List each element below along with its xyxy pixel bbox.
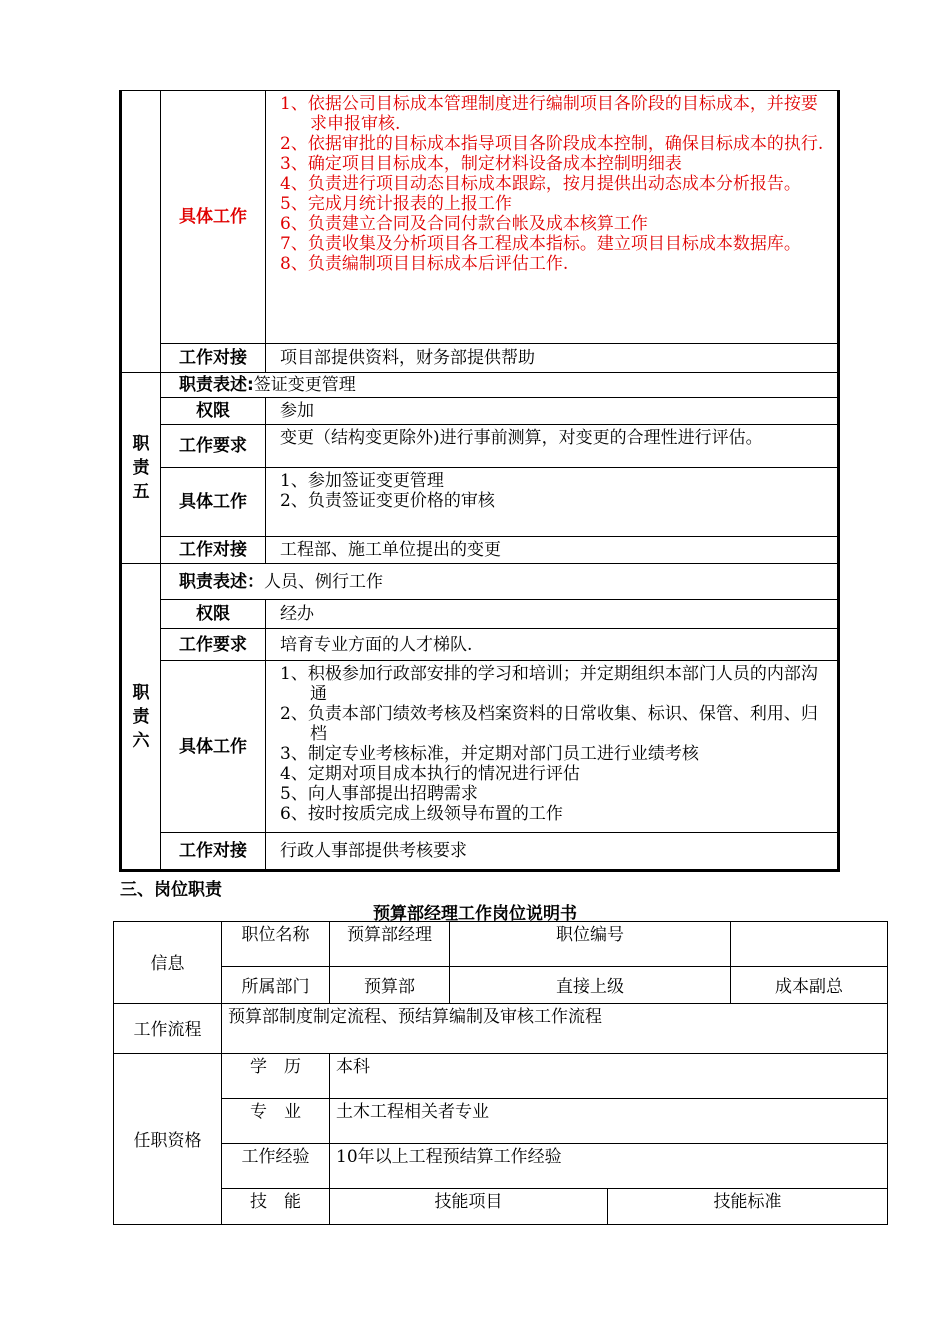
- exp-label: 工作经验: [222, 1144, 330, 1189]
- list-item: 2、负责本部门绩效考核及档案资料的日常收集、标识、保管、利用、归档: [280, 704, 818, 744]
- list-item: 1、依据公司目标成本管理制度进行编制项目各阶段的目标成本，并按要求申报审核.: [280, 94, 818, 134]
- duty-prev-work-row: [121, 91, 839, 344]
- duty5-interface-value: 工程部、施工单位提出的变更: [266, 537, 839, 564]
- major-row: [114, 1099, 888, 1144]
- duty5-section-label: 职责五: [121, 373, 161, 564]
- list-item: 7、负责收集及分析项目各工程成本指标。建立项目目标成本数据库。: [280, 234, 801, 254]
- position-name-value: 预算部经理: [330, 922, 450, 967]
- edu-row: [114, 1054, 888, 1099]
- edu-value: 本科: [330, 1054, 888, 1099]
- list-item: 2、依据审批的目标成本指导项目各阶段成本控制，确保目标成本的执行.: [280, 134, 824, 154]
- dept-value: 预算部: [330, 967, 450, 1004]
- info-label: 信息: [114, 922, 222, 1004]
- list-item: 1、参加签证变更管理: [280, 471, 444, 491]
- duty5-interface-label: 工作对接: [161, 537, 266, 564]
- job-sheet-title: 预算部经理工作岗位说明书: [373, 904, 577, 924]
- duty5-interface-row: [121, 537, 839, 564]
- exp-value: 10年以上工程预结算工作经验: [330, 1144, 888, 1189]
- duty5-desc-cell: [161, 373, 839, 398]
- exp-row: [114, 1144, 888, 1189]
- duty6-interface-row: [121, 833, 839, 871]
- duty5-req-row: [121, 425, 839, 468]
- info-row-2: [114, 967, 888, 1004]
- list-item: 5、向人事部提出招聘需求: [280, 784, 478, 804]
- duty5-desc-label: 职责表述:: [179, 375, 254, 395]
- skill-label: 技 能: [222, 1189, 330, 1225]
- duty-prev-work-list: [266, 91, 839, 344]
- skill-row: [114, 1189, 888, 1225]
- list-item: 2、负责签证变更价格的审核: [280, 491, 495, 511]
- duty6-desc-label: 职责表述：: [179, 571, 264, 592]
- dept-label: 所属部门: [222, 967, 330, 1004]
- duty6-work-row: [121, 661, 839, 833]
- skill-std-label: 技能标准: [608, 1189, 888, 1225]
- list-item: 4、负责进行项目动态目标成本跟踪，按月提供出动态成本分析报告。: [280, 174, 801, 194]
- duty6-work-list: [266, 661, 839, 833]
- duty6-desc-cell: [161, 564, 839, 600]
- position-no-value: [731, 922, 888, 967]
- duty5-work-label: 具体工作: [161, 468, 266, 537]
- duty5-desc-row: [121, 373, 839, 398]
- section-heading: 三、岗位职责: [120, 880, 222, 900]
- duty5-auth-value: 参加: [266, 398, 839, 425]
- qual-label: 任职资格: [114, 1054, 222, 1225]
- list-item: 5、完成月统计报表的上报工作: [280, 194, 512, 214]
- duty6-work-label: 具体工作: [161, 661, 266, 833]
- duty-prev-section-cell: [121, 91, 161, 373]
- duty6-req-label: 工作要求: [161, 629, 266, 661]
- duty6-interface-value: 行政人事部提供考核要求: [266, 833, 839, 871]
- duty5-work-row: [121, 468, 839, 537]
- list-item: 1、积极参加行政部安排的学习和培训；并定期组织本部门人员的内部沟通: [280, 664, 818, 704]
- superior-value: 成本副总: [731, 967, 888, 1004]
- list-item: 6、按时按质完成上级领导布置的工作: [280, 804, 563, 824]
- job-sheet-table: [113, 921, 888, 1225]
- duty6-interface-label: 工作对接: [161, 833, 266, 871]
- duty6-auth-row: [121, 600, 839, 629]
- duty6-desc-value: 人员、例行工作: [264, 571, 383, 592]
- flow-label: 工作流程: [114, 1004, 222, 1054]
- position-no-label: 职位编号: [450, 922, 731, 967]
- duty-prev-interface-label: 工作对接: [161, 344, 266, 373]
- duty6-auth-label: 权限: [161, 600, 266, 629]
- duty6-desc-row: [121, 564, 839, 600]
- position-name-label: 职位名称: [222, 922, 330, 967]
- list-item: 3、制定专业考核标准，并定期对部门员工进行业绩考核: [280, 744, 699, 764]
- duty5-work-list: [266, 468, 839, 537]
- duty6-section-label: 职责六: [121, 564, 161, 871]
- list-item: 8、负责编制项目目标成本后评估工作.: [280, 254, 569, 274]
- skill-item-label: 技能项目: [330, 1189, 608, 1225]
- superior-label: 直接上级: [450, 967, 731, 1004]
- duty-prev-interface-row: [121, 344, 839, 373]
- major-value: 土木工程相关者专业: [330, 1099, 888, 1144]
- duty5-req-value: 变更（结构变更除外)进行事前测算，对变更的合理性进行评估。: [266, 425, 839, 468]
- list-item: 6、负责建立合同及合同付款台帐及成本核算工作: [280, 214, 648, 234]
- duty-table: [119, 90, 840, 872]
- major-label: 专 业: [222, 1099, 330, 1144]
- duty6-req-row: [121, 629, 839, 661]
- duty5-auth-label: 权限: [161, 398, 266, 425]
- list-item: 3、确定项目目标成本，制定材料设备成本控制明细表: [280, 154, 682, 174]
- duty6-req-value: 培育专业方面的人才梯队.: [266, 629, 839, 661]
- duty6-auth-value: 经办: [266, 600, 839, 629]
- duty5-desc-value: 签证变更管理: [253, 375, 356, 395]
- duty-prev-interface-value: 项目部提供资料，财务部提供帮助: [266, 344, 839, 373]
- edu-label: 学 历: [222, 1054, 330, 1099]
- duty5-auth-row: [121, 398, 839, 425]
- flow-row: [114, 1004, 888, 1054]
- flow-value: 预算部制度制定流程、预结算编制及审核工作流程: [222, 1004, 888, 1054]
- list-item: 4、定期对项目成本执行的情况进行评估: [280, 764, 580, 784]
- info-row-1: [114, 922, 888, 967]
- duty5-req-label: 工作要求: [161, 425, 266, 468]
- duty-prev-work-label: 具体工作: [161, 91, 266, 344]
